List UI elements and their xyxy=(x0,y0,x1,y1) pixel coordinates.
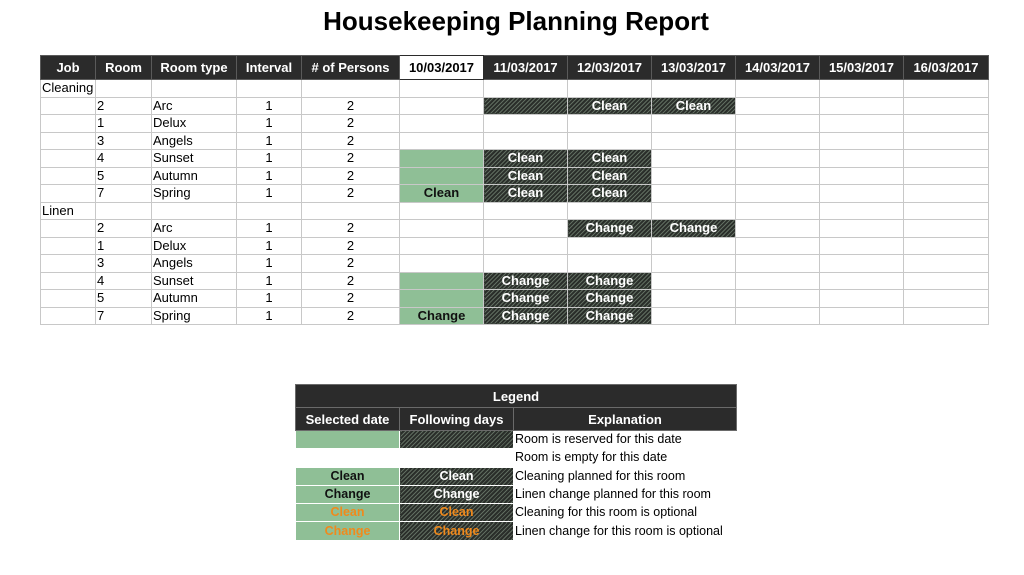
day-cell[interactable] xyxy=(904,132,989,150)
job-cell xyxy=(41,150,96,168)
column-header: Room type xyxy=(152,56,237,80)
job-cell xyxy=(41,167,96,185)
day-cell[interactable] xyxy=(568,132,652,150)
room-cell: 4 xyxy=(96,150,152,168)
room-type-cell: Delux xyxy=(152,115,237,133)
job-label: Cleaning xyxy=(41,80,96,98)
table-row xyxy=(41,150,989,168)
day-cell[interactable]: Clean xyxy=(568,97,652,115)
interval-cell: 1 xyxy=(237,290,302,308)
persons-cell: 2 xyxy=(302,132,400,150)
legend-explanation: Linen change for this room is optional xyxy=(514,522,737,540)
day-cell[interactable] xyxy=(820,307,904,325)
column-header: 12/03/2017 xyxy=(568,56,652,80)
interval-cell: 1 xyxy=(237,115,302,133)
legend-row xyxy=(296,449,737,467)
day-cell[interactable] xyxy=(736,307,820,325)
day-cell[interactable] xyxy=(904,167,989,185)
day-cell[interactable] xyxy=(904,185,989,203)
legend-header-row xyxy=(296,408,737,431)
legend-title-row xyxy=(296,385,737,408)
day-cell[interactable] xyxy=(400,115,484,133)
day-cell[interactable]: Change xyxy=(484,307,568,325)
empty-cell xyxy=(152,80,237,98)
legend-following-swatch: Clean xyxy=(400,504,514,522)
legend-row xyxy=(296,485,737,503)
day-cell[interactable] xyxy=(400,272,484,290)
empty-cell xyxy=(302,80,400,98)
empty-cell xyxy=(904,80,989,98)
interval-cell: 1 xyxy=(237,97,302,115)
empty-cell xyxy=(152,202,237,220)
day-cell[interactable] xyxy=(736,255,820,273)
room-type-cell: Arc xyxy=(152,220,237,238)
persons-cell: 2 xyxy=(302,185,400,203)
room-type-cell: Arc xyxy=(152,97,237,115)
room-cell: 4 xyxy=(96,272,152,290)
day-cell[interactable] xyxy=(904,272,989,290)
day-cell[interactable] xyxy=(736,290,820,308)
interval-cell: 1 xyxy=(237,185,302,203)
table-row xyxy=(41,97,989,115)
column-header: 11/03/2017 xyxy=(484,56,568,80)
legend-row xyxy=(296,431,737,449)
day-cell[interactable]: Clean xyxy=(652,97,736,115)
room-cell: 2 xyxy=(96,220,152,238)
job-cell xyxy=(41,290,96,308)
table-row xyxy=(41,290,989,308)
persons-cell: 2 xyxy=(302,272,400,290)
day-cell[interactable] xyxy=(400,255,484,273)
legend-following-swatch: Change xyxy=(400,522,514,540)
room-cell: 1 xyxy=(96,115,152,133)
day-cell[interactable] xyxy=(820,185,904,203)
day-cell[interactable] xyxy=(652,290,736,308)
day-cell[interactable] xyxy=(568,237,652,255)
day-cell[interactable] xyxy=(820,220,904,238)
room-type-cell: Angels xyxy=(152,255,237,273)
table-row xyxy=(41,220,989,238)
interval-cell: 1 xyxy=(237,132,302,150)
job-cell xyxy=(41,255,96,273)
persons-cell: 2 xyxy=(302,150,400,168)
legend-explanation: Room is reserved for this date xyxy=(514,431,737,449)
day-cell[interactable] xyxy=(568,255,652,273)
day-cell[interactable] xyxy=(400,150,484,168)
empty-cell xyxy=(400,80,484,98)
room-type-cell: Sunset xyxy=(152,150,237,168)
day-cell[interactable]: Change xyxy=(652,220,736,238)
day-cell[interactable] xyxy=(400,97,484,115)
day-cell[interactable] xyxy=(400,237,484,255)
legend-header-selected: Selected date xyxy=(296,408,400,431)
day-cell[interactable] xyxy=(484,220,568,238)
empty-cell xyxy=(652,80,736,98)
room-cell: 7 xyxy=(96,307,152,325)
day-cell[interactable] xyxy=(820,167,904,185)
legend-table xyxy=(295,384,737,541)
legend-following-swatch: Clean xyxy=(400,467,514,485)
job-cell xyxy=(41,115,96,133)
day-cell[interactable]: Clean xyxy=(484,150,568,168)
day-cell[interactable]: Change xyxy=(484,290,568,308)
room-type-cell: Autumn xyxy=(152,167,237,185)
legend-row xyxy=(296,504,737,522)
empty-cell xyxy=(237,202,302,220)
empty-cell xyxy=(904,202,989,220)
day-cell[interactable] xyxy=(820,150,904,168)
column-header: 13/03/2017 xyxy=(652,56,736,80)
column-header: 15/03/2017 xyxy=(820,56,904,80)
room-type-cell: Spring xyxy=(152,307,237,325)
persons-cell: 2 xyxy=(302,97,400,115)
day-cell[interactable] xyxy=(736,132,820,150)
day-cell[interactable] xyxy=(736,272,820,290)
day-cell[interactable] xyxy=(652,255,736,273)
day-cell[interactable]: Change xyxy=(568,220,652,238)
day-cell[interactable] xyxy=(820,290,904,308)
day-cell[interactable]: Change xyxy=(568,307,652,325)
legend-header-following: Following days xyxy=(400,408,514,431)
legend-explanation: Cleaning for this room is optional xyxy=(514,504,737,522)
job-cell xyxy=(41,307,96,325)
interval-cell: 1 xyxy=(237,272,302,290)
day-cell[interactable] xyxy=(736,150,820,168)
day-cell[interactable] xyxy=(904,307,989,325)
planning-table xyxy=(40,55,989,325)
day-cell[interactable] xyxy=(400,167,484,185)
day-cell[interactable] xyxy=(736,220,820,238)
column-header: Interval xyxy=(237,56,302,80)
room-type-cell: Sunset xyxy=(152,272,237,290)
empty-cell xyxy=(652,202,736,220)
empty-cell xyxy=(484,80,568,98)
table-row xyxy=(41,272,989,290)
empty-cell xyxy=(820,202,904,220)
legend-explanation: Room is empty for this date xyxy=(514,449,737,467)
persons-cell: 2 xyxy=(302,115,400,133)
day-cell[interactable] xyxy=(652,115,736,133)
day-cell[interactable] xyxy=(400,290,484,308)
interval-cell: 1 xyxy=(237,255,302,273)
room-cell: 1 xyxy=(96,237,152,255)
legend-explanation: Linen change planned for this room xyxy=(514,485,737,503)
persons-cell: 2 xyxy=(302,307,400,325)
day-cell[interactable] xyxy=(652,237,736,255)
day-cell[interactable] xyxy=(736,167,820,185)
day-cell[interactable] xyxy=(820,132,904,150)
legend-explanation: Cleaning planned for this room xyxy=(514,467,737,485)
day-cell[interactable] xyxy=(904,115,989,133)
empty-cell xyxy=(820,80,904,98)
table-header-row xyxy=(41,56,989,80)
day-cell[interactable] xyxy=(652,272,736,290)
table-row xyxy=(41,167,989,185)
legend-selected-swatch: Clean xyxy=(296,504,400,522)
legend-row xyxy=(296,467,737,485)
legend-following-swatch xyxy=(400,431,514,449)
day-cell[interactable] xyxy=(652,167,736,185)
day-cell[interactable] xyxy=(652,307,736,325)
day-cell[interactable] xyxy=(820,272,904,290)
table-body xyxy=(41,80,989,325)
day-cell[interactable]: Change xyxy=(568,272,652,290)
legend-selected-swatch xyxy=(296,449,400,467)
day-cell[interactable] xyxy=(820,237,904,255)
table-row xyxy=(41,237,989,255)
empty-cell xyxy=(568,202,652,220)
report-title: Housekeeping Planning Report xyxy=(323,6,709,36)
day-cell[interactable] xyxy=(652,150,736,168)
room-type-cell: Autumn xyxy=(152,290,237,308)
day-cell[interactable] xyxy=(904,97,989,115)
legend-following-swatch: Change xyxy=(400,485,514,503)
column-header: Room xyxy=(96,56,152,80)
job-group-row xyxy=(41,80,989,98)
empty-cell xyxy=(302,202,400,220)
interval-cell: 1 xyxy=(237,307,302,325)
day-cell[interactable] xyxy=(736,237,820,255)
interval-cell: 1 xyxy=(237,150,302,168)
room-cell: 7 xyxy=(96,185,152,203)
day-cell[interactable]: Clean xyxy=(400,185,484,203)
day-cell[interactable] xyxy=(400,220,484,238)
table-row xyxy=(41,255,989,273)
room-cell: 2 xyxy=(96,97,152,115)
day-cell[interactable]: Clean xyxy=(568,167,652,185)
table-row xyxy=(41,185,989,203)
day-cell[interactable] xyxy=(484,97,568,115)
column-header: 16/03/2017 xyxy=(904,56,989,80)
day-cell[interactable] xyxy=(484,115,568,133)
persons-cell: 2 xyxy=(302,220,400,238)
table-row xyxy=(41,115,989,133)
job-group-row xyxy=(41,202,989,220)
persons-cell: 2 xyxy=(302,255,400,273)
interval-cell: 1 xyxy=(237,220,302,238)
day-cell[interactable] xyxy=(568,115,652,133)
empty-cell xyxy=(484,202,568,220)
day-cell[interactable] xyxy=(904,255,989,273)
job-cell xyxy=(41,97,96,115)
interval-cell: 1 xyxy=(237,167,302,185)
column-header: 14/03/2017 xyxy=(736,56,820,80)
empty-cell xyxy=(736,202,820,220)
day-cell[interactable] xyxy=(652,185,736,203)
job-cell xyxy=(41,220,96,238)
day-cell[interactable] xyxy=(904,150,989,168)
day-cell[interactable] xyxy=(736,115,820,133)
room-cell: 5 xyxy=(96,167,152,185)
day-cell[interactable] xyxy=(820,97,904,115)
table-row xyxy=(41,307,989,325)
day-cell[interactable]: Clean xyxy=(568,150,652,168)
day-cell[interactable] xyxy=(820,115,904,133)
job-cell xyxy=(41,185,96,203)
legend-header-explanation: Explanation xyxy=(514,408,737,431)
room-cell: 3 xyxy=(96,255,152,273)
day-cell[interactable] xyxy=(904,290,989,308)
room-cell: 3 xyxy=(96,132,152,150)
job-cell xyxy=(41,272,96,290)
day-cell[interactable]: Change xyxy=(400,307,484,325)
legend-following-swatch xyxy=(400,449,514,467)
table-row xyxy=(41,132,989,150)
column-header: # of Persons xyxy=(302,56,400,80)
legend-selected-swatch xyxy=(296,431,400,449)
legend-selected-swatch: Change xyxy=(296,522,400,540)
day-cell[interactable] xyxy=(736,97,820,115)
job-cell xyxy=(41,132,96,150)
legend-selected-swatch: Change xyxy=(296,485,400,503)
day-cell[interactable]: Change xyxy=(484,272,568,290)
day-cell[interactable] xyxy=(820,255,904,273)
day-cell[interactable] xyxy=(736,185,820,203)
job-cell xyxy=(41,237,96,255)
legend-body xyxy=(296,431,737,541)
day-cell[interactable]: Clean xyxy=(484,185,568,203)
empty-cell xyxy=(237,80,302,98)
room-type-cell: Delux xyxy=(152,237,237,255)
column-header: 10/03/2017 xyxy=(400,56,484,80)
persons-cell: 2 xyxy=(302,290,400,308)
room-type-cell: Angels xyxy=(152,132,237,150)
empty-cell xyxy=(736,80,820,98)
room-type-cell: Spring xyxy=(152,185,237,203)
legend-selected-swatch: Clean xyxy=(296,467,400,485)
day-cell[interactable] xyxy=(484,132,568,150)
empty-cell xyxy=(96,202,152,220)
day-cell[interactable]: Change xyxy=(568,290,652,308)
empty-cell xyxy=(96,80,152,98)
legend-title: Legend xyxy=(296,385,737,408)
day-cell[interactable]: Clean xyxy=(484,167,568,185)
day-cell[interactable]: Clean xyxy=(568,185,652,203)
day-cell[interactable] xyxy=(904,237,989,255)
persons-cell: 2 xyxy=(302,167,400,185)
empty-cell xyxy=(568,80,652,98)
day-cell[interactable] xyxy=(400,132,484,150)
job-label: Linen xyxy=(41,202,96,220)
day-cell[interactable] xyxy=(484,237,568,255)
legend-row xyxy=(296,522,737,540)
day-cell[interactable] xyxy=(652,132,736,150)
interval-cell: 1 xyxy=(237,237,302,255)
persons-cell: 2 xyxy=(302,237,400,255)
day-cell[interactable] xyxy=(904,220,989,238)
column-header: Job xyxy=(41,56,96,80)
room-cell: 5 xyxy=(96,290,152,308)
empty-cell xyxy=(400,202,484,220)
day-cell[interactable] xyxy=(484,255,568,273)
